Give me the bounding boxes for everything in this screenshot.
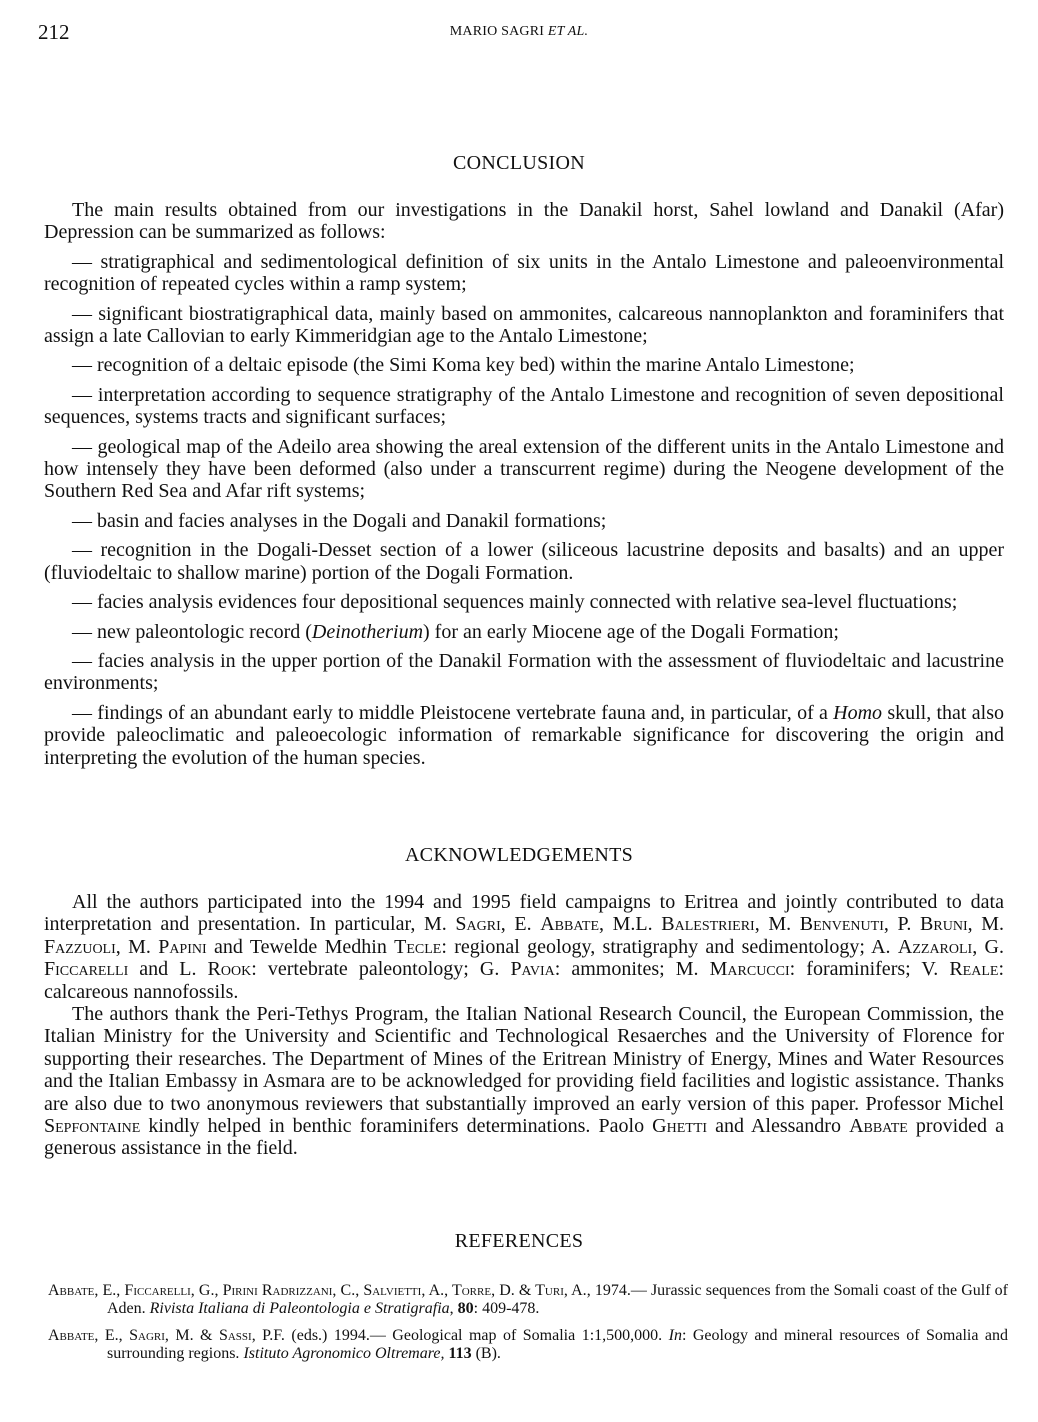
page-number: 212	[38, 20, 70, 44]
author-name: Balestrieri	[661, 913, 755, 936]
reference-entry	[48, 1282, 1008, 1318]
text-run: ,	[449, 1300, 458, 1317]
text-run: , G.	[972, 935, 1004, 958]
text-run: — findings of an abundant early to middle Pleistocene vertebrate fauna and, in particular, of a	[72, 701, 834, 724]
conclusion-item-deinotherium	[44, 621, 1004, 643]
conclusion-body	[44, 199, 1004, 769]
text-run: : regional geology, stratigraphy and sedimentology; A.	[441, 935, 898, 958]
text-run: The authors thank the Peri-Tethys Program, the Italian National Research Council, the European Commission, the Italian Ministry for the University and Scientific and Technological Resaerches and the University of Florence for supporting their researches. The Department of Mines of the Eritrean Ministry of Energy, Mines and Water Resources and the Italian Embassy in Asmara are to be acknowledged for providing field facilities and logistic assistance. Thanks are also due to two anonymous reviewers that substantially improved an early version of this paper. Professor Michel	[44, 1003, 1004, 1115]
text-run: , M.L.	[599, 913, 662, 936]
text-run: , M.	[967, 913, 1005, 936]
text-run: , M.	[115, 935, 159, 958]
conclusion-item-homo	[44, 702, 1004, 769]
author-name: Abbate	[849, 1115, 908, 1138]
author-name: Ficcarelli	[44, 958, 129, 981]
author-name: Azzaroli	[897, 935, 973, 958]
text-run: All the authors participated into the 1994 and 1995 field campaigns to Eritrea and jointly contributed to data interpretation and presentation. In particular, M.	[44, 891, 1004, 936]
references-heading: REFERENCES	[454, 1230, 584, 1252]
reference-pages: : 409-478.	[473, 1300, 540, 1317]
reference-volume: 113	[448, 1345, 472, 1362]
text-run: provided a generous assistance in the field.	[44, 1115, 1004, 1160]
text-run: : Geology and mineral resources of Somalia and surrounding regions.	[107, 1327, 1009, 1362]
running-head	[0, 24, 1038, 40]
reference-journal: Istituto Agronomico Oltremare,	[243, 1345, 445, 1362]
references-list	[48, 1282, 1008, 1372]
conclusion-item: — basin and facies analyses in the Dogali and Danakil formations;	[72, 509, 607, 532]
conclusion-item: — facies analysis evidences four depositional sequences mainly connected with relative sea-level fluctuations;	[72, 591, 958, 614]
conclusion-item: — recognition in the Dogali-Desset section of a lower (siliceous lacustrine deposits and basalts) and an upper (fluviodeltaic to shallow marine) portion of the Dogali Formation.	[44, 539, 1004, 584]
text-run: and L.	[128, 958, 208, 981]
taxon-name: Deinotherium	[311, 620, 424, 643]
text-run: , M.	[754, 913, 800, 936]
author-name: Pavia	[510, 958, 555, 981]
conclusion-intro: The main results obtained from our investigations in the Danakil horst, Sahel lowland and Danakil (Afar) Depression can be summarized as follows:	[44, 199, 1004, 244]
author-name: Abbate	[540, 913, 599, 936]
text-run: , 1974.— Jurassic sequences from the Somali coast of the Gulf of Aden.	[107, 1282, 1008, 1317]
acknowledgements-body	[44, 891, 1004, 1160]
reference-in: In	[668, 1327, 682, 1344]
running-head-author: MARIO SAGRI	[449, 24, 548, 39]
text-run: : foraminifers; V.	[789, 958, 950, 981]
text-run: : calcareous nannofossils.	[44, 958, 1005, 1003]
text-run: skull, that also provide paleoclimatic and paleoecologic information of remarkable significance for discovering the origin and interpreting the evolution of the human species.	[44, 701, 1004, 769]
text-run: : vertebrate paleontology; G.	[251, 958, 511, 981]
conclusion-item: — interpretation according to sequence stratigraphy of the Antalo Limestone and recognition of seven depositional sequences, systems tracts and significant surfaces;	[44, 383, 1004, 429]
reference-journal: Rivista Italiana di Paleontologia e Stratigrafia	[149, 1300, 450, 1317]
author-name: Marcucci	[709, 958, 790, 981]
author-name: Benvenuti	[799, 913, 884, 936]
conclusion-item: — facies analysis in the upper portion of the Danakil Formation with the assessment of fluviodeltaic and lacustrine environments;	[44, 649, 1004, 695]
author-name: Ghetti	[652, 1115, 708, 1138]
author-name: Sagri	[455, 913, 501, 936]
author-name: Papini	[158, 935, 207, 958]
running-head-etal: ET AL.	[547, 24, 589, 39]
text-run: , P.	[883, 913, 921, 936]
text-run: , E.	[500, 913, 541, 936]
text-run: : ammonites; M.	[554, 958, 710, 981]
text-run: ) for an early Miocene age of the Dogali Formation;	[423, 620, 839, 643]
acknowledgements-paragraph-2	[44, 1003, 1004, 1160]
text-run: and Alessandro	[707, 1115, 850, 1138]
author-name: Bruni	[920, 913, 968, 936]
text-run: (eds.) 1994.— Geological map of Somalia 1:1,500,000.	[284, 1327, 669, 1344]
reference-authors: Abbate, E., Ficcarelli, G., Pirini Radrizzani, C., Salvietti, A., Torre, D. & Turi, A.	[48, 1282, 587, 1299]
reference-authors: Abbate, E., Sagri, M. & Sassi, P.F.	[48, 1327, 285, 1344]
conclusion-heading: CONCLUSION	[453, 152, 585, 174]
author-name: Reale	[949, 958, 999, 981]
author-name: Rook	[207, 958, 252, 981]
author-name: Fazzuoli	[44, 935, 116, 958]
acknowledgements-heading: ACKNOWLEDGEMENTS	[404, 844, 634, 866]
reference-entry	[48, 1327, 1008, 1363]
conclusion-item: — geological map of the Adeilo area showing the areal extension of the different units in the Antalo Limestone and how intensely they have been deformed (also under a transcurrent regime) during the Neogene development of the Southern Red Sea and Afar rift systems;	[44, 435, 1004, 503]
acknowledgements-paragraph-1	[44, 891, 1004, 1003]
taxon-name: Homo	[833, 701, 883, 724]
author-name: Sepfontaine	[44, 1115, 141, 1138]
text-run: — new paleontologic record (	[72, 620, 312, 643]
author-name: Tecle	[394, 935, 442, 958]
conclusion-item: — recognition of a deltaic episode (the Simi Koma key bed) within the marine Antalo Limestone;	[72, 354, 855, 377]
text-run: and Tewelde Medhin	[206, 935, 395, 958]
reference-pages: (B).	[471, 1345, 501, 1362]
reference-volume: 80	[457, 1300, 474, 1317]
conclusion-item: — significant biostratigraphical data, mainly based on ammonites, calcareous nannoplankton and foraminifers that assign a late Callovian to early Kimmeridgian age to the Antalo Limestone;	[44, 302, 1004, 348]
conclusion-item: — stratigraphical and sedimentological definition of six units in the Antalo Limestone and paleoenvironmental recognition of repeated cycles within a ramp system;	[44, 250, 1004, 296]
text-run: kindly helped in benthic foraminifers determinations. Paolo	[140, 1115, 653, 1138]
